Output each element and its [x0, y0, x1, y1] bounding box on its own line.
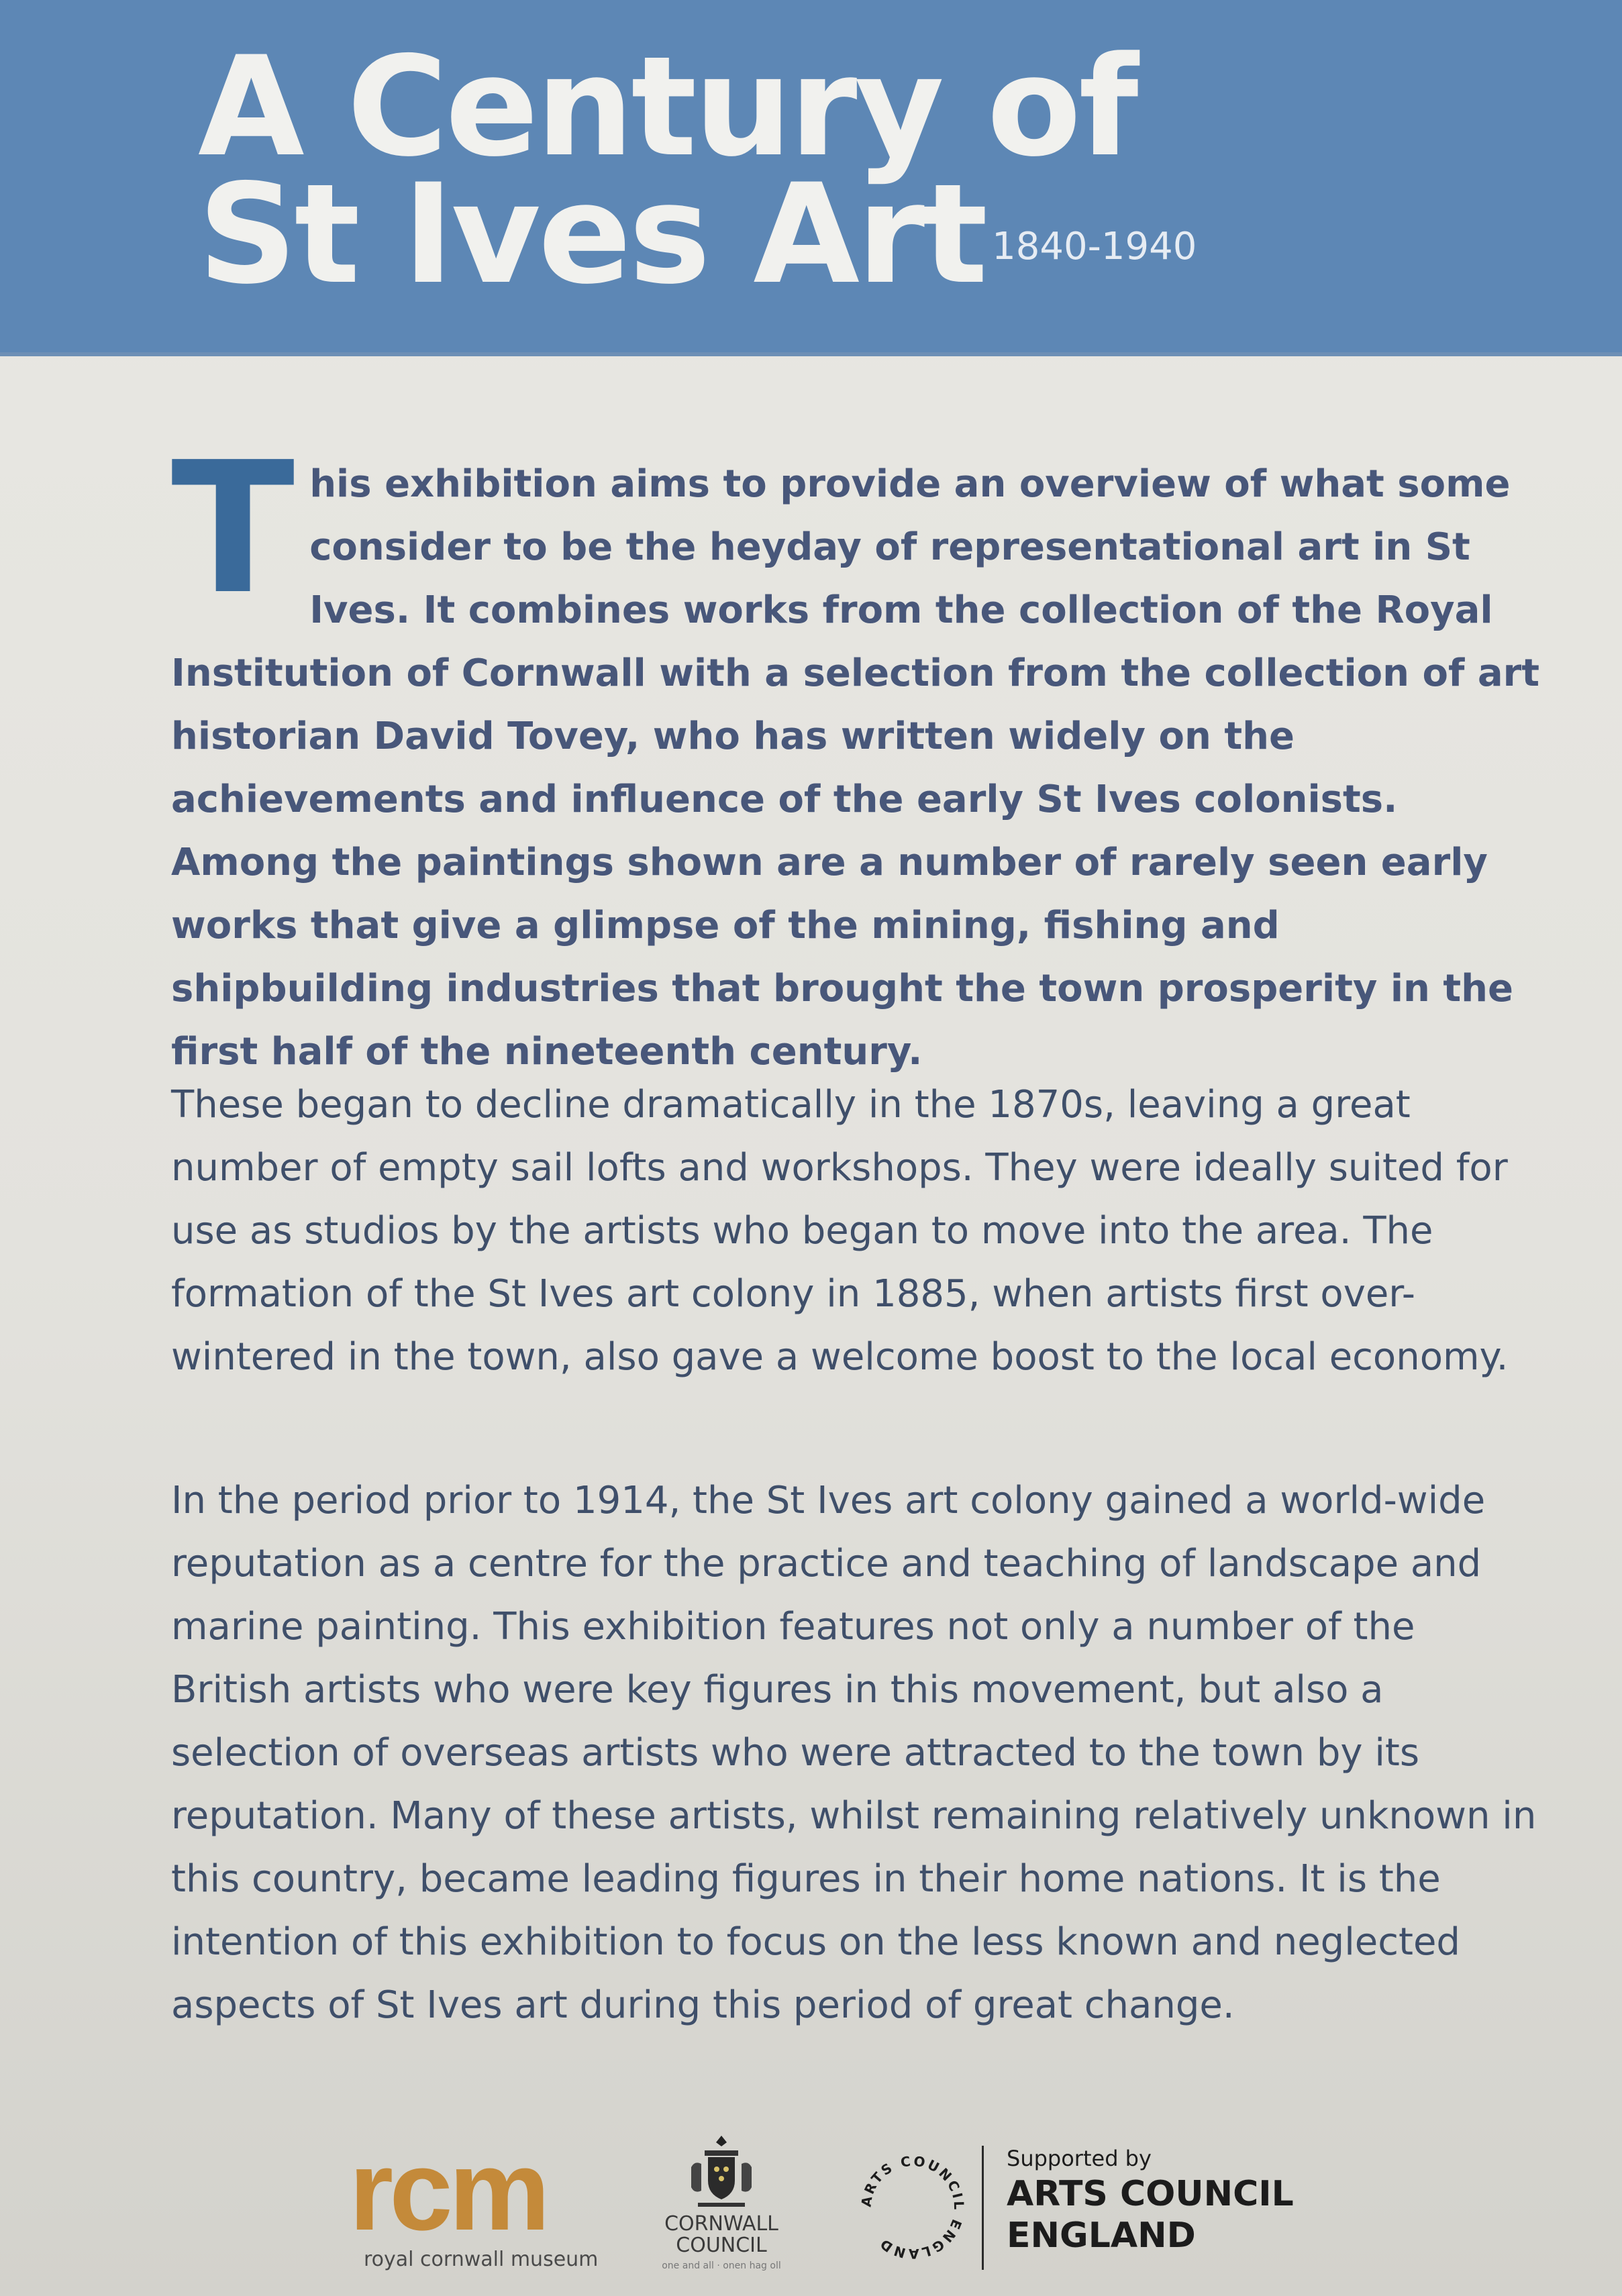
paragraph-2: These began to decline dramatically in the 1870s, leaving a great number of empty sail lofts and workshops. They were ideally suited for use as studios by the artists who began to move into the area. The formation of the St Ives art colony in 1885, when artists first over-wintered in the town, also gave a welcome boost to the local economy. — [171, 1083, 1509, 1379]
paragraph-3: In the period prior to 1914, the St Ives art colony gained a world-wide reputation as a centre for the practice and teaching of landscape and marine painting. This exhibition features not only a number of the British artists who were key figures in this movement, but also a selection of overseas artists who were attracted to the town by its reputation. Many of these artists, whilst remaining relatively unknown in this country, became leading figures in their home nations. It is the intention of this exhibition to focus on the less known and neglected aspects of St Ives art during this period of great change. — [171, 1479, 1537, 2027]
supported-by-label: Supported by — [1007, 2146, 1152, 2171]
sponsor-logos — [0, 2114, 1622, 2296]
council-name-line-2: COUNCIL — [676, 2234, 767, 2257]
rcm-mark: rcm — [349, 2127, 546, 2254]
arts-council-name-line-2: ENGLAND — [1007, 2215, 1196, 2256]
title-dates: 1840-1940 — [992, 225, 1197, 268]
arts-council-logo — [1007, 2144, 1294, 2256]
rcm-logo — [349, 2127, 599, 2271]
logo-divider — [982, 2146, 984, 2270]
roundel-text: ARTS COUNCIL ENGLAND — [858, 2152, 968, 2262]
arts-council-name-line-1: ARTS COUNCIL — [1007, 2174, 1294, 2214]
rcm-name: royal cornwall museum — [364, 2248, 599, 2271]
council-tagline: one and all · onen hag oll — [662, 2260, 781, 2271]
exhibition-title — [198, 28, 1197, 315]
svg-text:ARTS COUNCIL ENGLAND — [858, 2152, 968, 2262]
title-banner — [0, 0, 1622, 356]
title-line-1: A Century of — [198, 28, 1136, 187]
council-name-line-1: CORNWALL — [664, 2212, 778, 2236]
crest-icon — [685, 2130, 758, 2211]
title-line-2: St Ives Art — [198, 155, 986, 315]
drop-cap: T — [171, 423, 295, 634]
intro-text: his exhibition aims to provide an overview of what some consider to be the heyday of representational art in St Ives. It combines works from the collection of the Royal Institution of Cornwall with a selection from the collection of art historian David Tovey, who has written widely on the achievements and influence of the early St Ives colonists. Among the paintings shown are a number of rarely seen early works that give a glimpse of the mining, fishing and shipbuilding industries that brought the town prosperity in the first half of the nineteenth century. — [171, 462, 1540, 1074]
arts-council-roundel-icon — [849, 2144, 976, 2271]
cornwall-council-logo — [648, 2130, 795, 2271]
intro-paragraph — [171, 423, 1547, 1084]
